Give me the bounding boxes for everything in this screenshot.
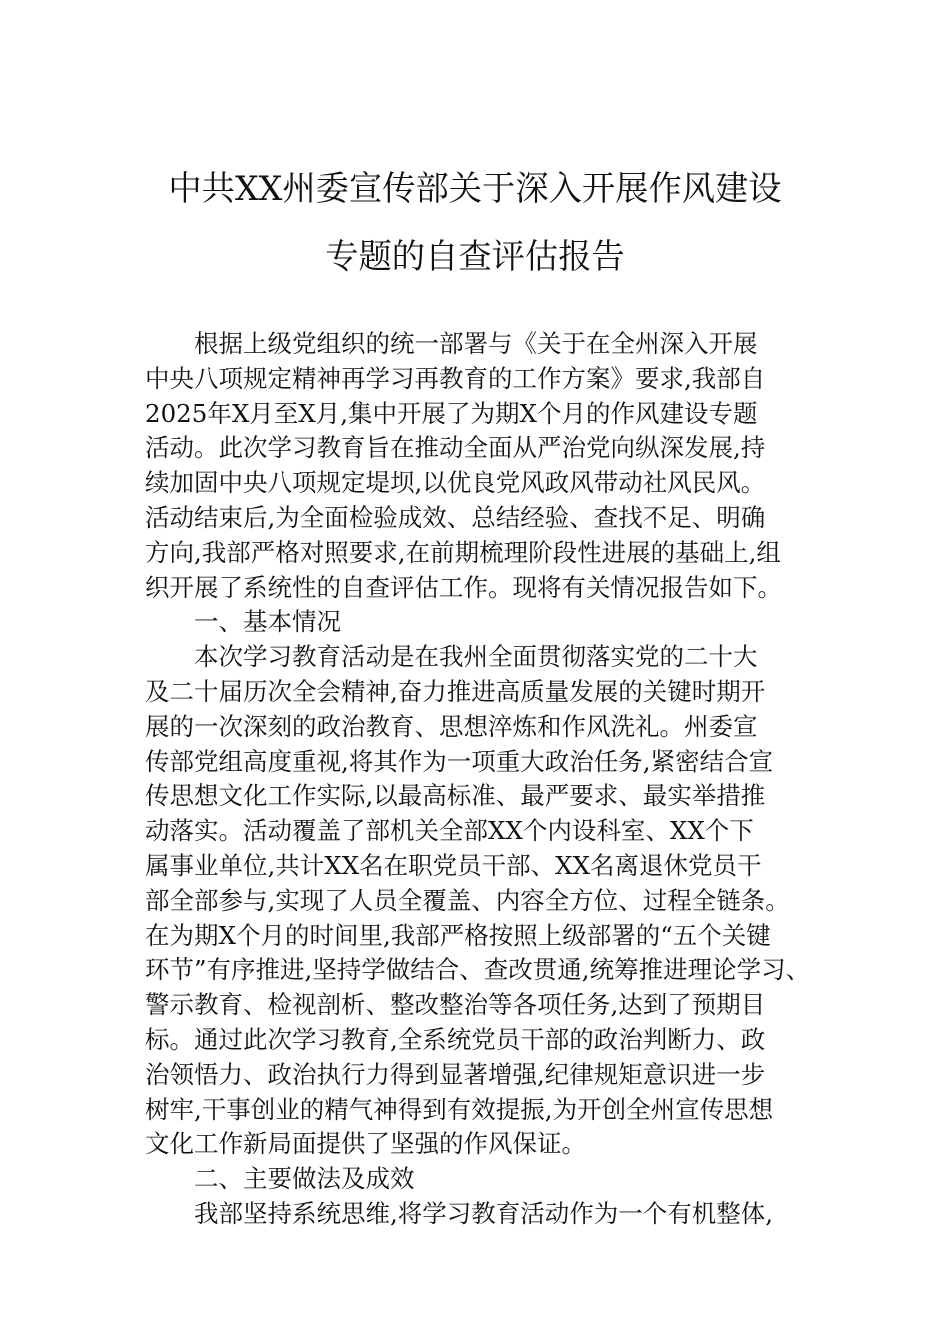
paragraph-line: 根据上级党组织的统一部署与《关于在全州深入开展 (194, 329, 758, 358)
paragraph-line: 传部党组高度重视,将其作为一项重大政治任务,紧密结合宣 (145, 746, 774, 776)
paragraph-line: 部全部参与,实现了人员全覆盖、内容全方位、过程全链条。 (145, 885, 790, 915)
section-heading: 二、主要做法及成效 (194, 1164, 415, 1194)
paragraph-line: 方向,我部严格对照要求,在前期梳理阶段性进展的基础上,组 (145, 537, 781, 567)
paragraph-line: 传思想文化工作实际,以最高标准、最严要求、最实举措推 (145, 781, 766, 811)
paragraph-line: 警示教育、检视剖析、整改整治等各项任务,达到了预期目 (145, 990, 766, 1020)
document-title-line-1: 中共XX州委宣传部关于深入开展作风建设 (168, 169, 782, 209)
paragraph-line: 树牢,干事创业的精气神得到有效提振,为开创全州宣传思想 (145, 1094, 774, 1124)
paragraph-line: 续加固中央八项规定堤坝,以优良党风政风带动社风民风。 (145, 468, 766, 498)
paragraph-line: 文化工作新局面提供了坚强的作风保证。 (145, 1129, 586, 1159)
paragraph-line: 及二十届历次全会精神,奋力推进高质量发展的关键时期开 (145, 677, 766, 706)
paragraph-line: 标。通过此次学习教育,全系统党员干部的政治判断力、政 (145, 1025, 766, 1054)
paragraph-line: 织开展了系统性的自查评估工作。现将有关情况报告如下。 (145, 572, 782, 602)
paragraph-line: 治领悟力、政治执行力得到显著增强,纪律规矩意识进一步 (145, 1059, 766, 1089)
document-title-line-2: 专题的自查评估报告 (325, 237, 625, 277)
paragraph-line: 活动。此次学习教育旨在推动全面从严治党向纵深发展,持 (145, 433, 766, 463)
paragraph-line: 中央八项规定精神再学习再教育的工作方案》要求,我部自 (145, 363, 766, 393)
paragraph-line: 本次学习教育活动是在我州全面贯彻落实党的二十大 (194, 642, 758, 672)
section-heading: 一、基本情况 (194, 607, 341, 637)
paragraph-line: 2025年X月至X月,集中开展了为期X个月的作风建设专题 (145, 398, 758, 428)
paragraph-line: 动落实。活动覆盖了部机关全部XX个内设科室、XX个下 (145, 816, 754, 846)
paragraph-line: 展的一次深刻的政治教育、思想淬炼和作风洗礼。州委宣 (145, 711, 758, 741)
paragraph-line: 活动结束后,为全面检验成效、总结经验、查找不足、明确 (145, 503, 766, 532)
paragraph-line: 属事业单位,共计XX名在职党员干部、XX名离退休党员干 (145, 851, 762, 880)
paragraph-line: 环节”有序推进,坚持学做结合、查改贯通,统筹推进理论学习、 (145, 955, 811, 985)
paragraph-line: 在为期X个月的时间里,我部严格按照上级部署的“五个关键 (145, 920, 771, 950)
paragraph-line: 我部坚持系统思维,将学习教育活动作为一个有机整体, (194, 1199, 774, 1228)
